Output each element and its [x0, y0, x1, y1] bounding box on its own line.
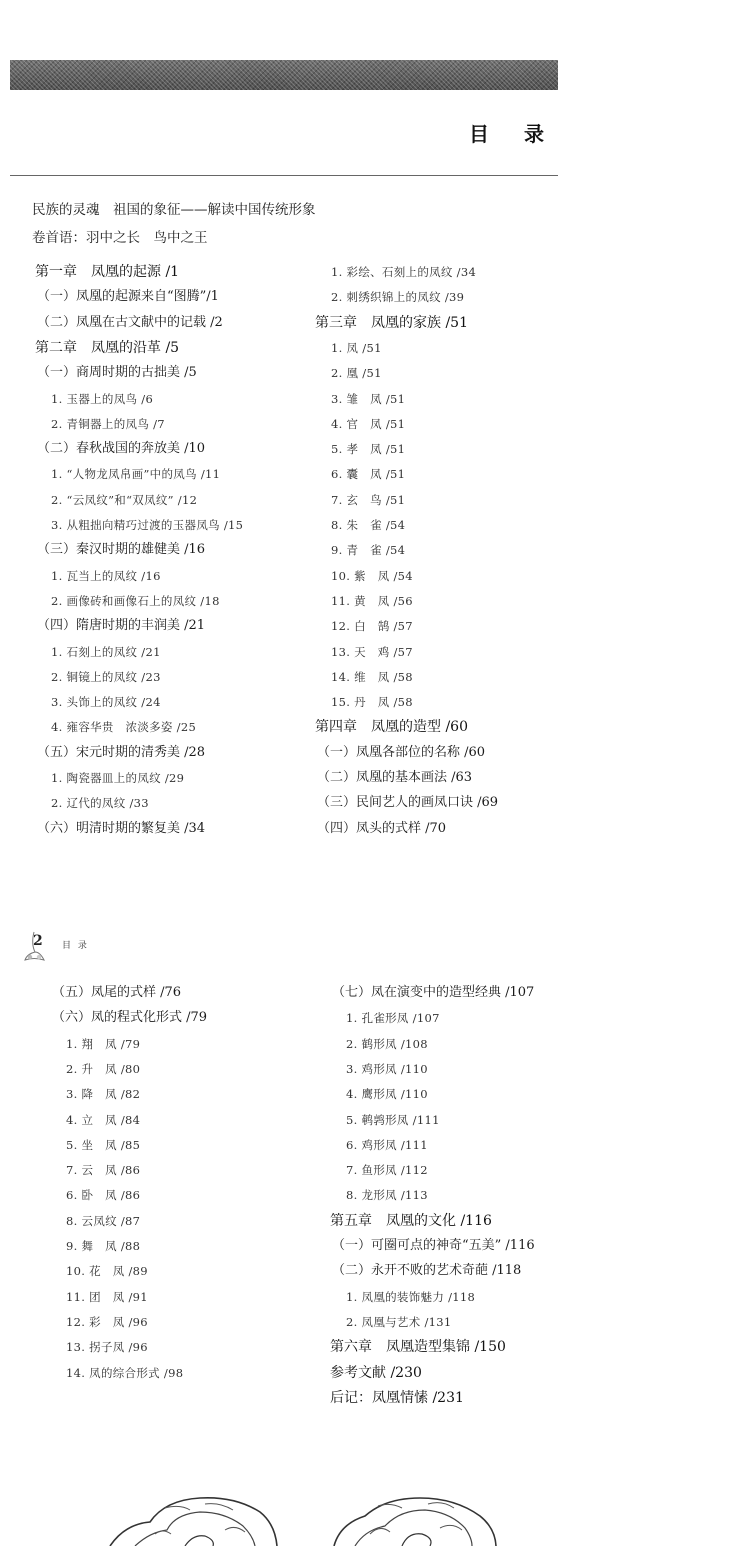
toc-chapter: 第四章 凤凰的造型 /60	[315, 719, 468, 736]
toc-section: （二）凤凰的基本画法 /63	[317, 770, 473, 785]
toc-item: 4. 雍容华贵 浓淡多姿 /25	[51, 720, 197, 735]
toc-item: 9. 舞 凤 /88	[66, 1239, 141, 1253]
toc-item: 3. 鸡形凤 /110	[346, 1061, 428, 1076]
toc-item: 2. 升 凤 /80	[66, 1061, 141, 1076]
toc-item: 5. 鹌鹑形凤 /111	[346, 1112, 440, 1127]
toc-item: 1. 翔 凤 /79	[66, 1036, 141, 1051]
toc-item: 2. 刺绣织锦上的凤纹 /39	[331, 290, 465, 305]
intro-line-2: 卷首语：羽中之长 鸟中之王	[32, 230, 208, 246]
toc-item: 15. 丹 凤 /58	[331, 695, 413, 710]
phoenix-ornament-left	[105, 1494, 280, 1546]
toc-section: （四）隋唐时期的丰润美 /21	[37, 618, 206, 634]
toc-chapter: 第二章 凤凰的沿革 /5	[35, 339, 180, 356]
toc-item: 6. 囊 凤 /51	[331, 467, 406, 482]
toc-item: 1. 陶瓷器皿上的凤纹 /29	[51, 771, 185, 785]
toc-chapter: 第六章 凤凰造型集锦 /150	[330, 1339, 506, 1356]
toc-item: 13. 拐子凤 /96	[66, 1340, 148, 1355]
toc-item: 1. 石刻上的凤纹 /21	[51, 644, 161, 659]
toc-item: 2. 青铜器上的凤鸟 /7	[51, 416, 165, 431]
toc-section: （七）凤在演变中的造型经典 /107	[332, 985, 535, 1000]
toc-item: 3. 头饰上的凤纹 /24	[51, 695, 161, 710]
toc-item: 5. 孝 凤 /51	[331, 442, 406, 457]
header-band	[10, 60, 558, 90]
toc-section: （六）明清时期的繁复美 /34	[37, 820, 206, 836]
toc-section: （三）民间艺人的画凤口诀 /69	[317, 795, 499, 811]
toc-item: 13. 天 鸡 /57	[331, 644, 413, 659]
toc-item: 2. 铜镜上的凤纹 /23	[51, 669, 161, 684]
toc-item: 8. 龙形凤 /113	[346, 1188, 428, 1203]
toc-item: 1. “人物龙凤帛画”中的凤鸟 /11	[51, 467, 221, 482]
toc-item: 14. 维 凤 /58	[331, 669, 413, 684]
toc-item: 12. 彩 凤 /96	[66, 1314, 148, 1329]
toc-item: 2. 画像砖和画像石上的凤纹 /18	[51, 593, 220, 608]
toc-chapter: 第五章 凤凰的文化 /116	[330, 1212, 492, 1229]
toc-section: （五）凤尾的式样 /76	[52, 985, 182, 1000]
toc-item: 2. 鹤形凤 /108	[346, 1036, 428, 1051]
toc-item: 4. 立 凤 /84	[66, 1112, 141, 1127]
toc-item: 2. 凰 /51	[331, 366, 382, 381]
toc-item: 1. 瓦当上的凤纹 /16	[51, 568, 161, 583]
toc-item: 10. 花 凤 /89	[66, 1264, 148, 1279]
intro-line-1: 民族的灵魂 祖国的象征——解读中国传统形象	[32, 202, 316, 218]
toc-section: （一）可圈可点的神奇“五美” /116	[332, 1238, 535, 1253]
toc-item: 11. 团 凤 /91	[66, 1289, 148, 1304]
toc-item: 10. 紫 凤 /54	[331, 568, 413, 583]
page-number: 2	[33, 933, 43, 949]
toc-item: 1. 凤 /51	[331, 340, 382, 355]
toc-item: 2. “云凤纹”和“双凤纹” /12	[51, 492, 198, 507]
toc-item: 3. 雏 凤 /51	[331, 391, 406, 406]
header-rule	[10, 175, 558, 176]
toc-item: 4. 官 凤 /51	[331, 416, 406, 431]
toc-item: 1. 凤凰的装饰魅力 /118	[346, 1289, 476, 1304]
toc-item: 7. 云 凤 /86	[66, 1163, 141, 1178]
toc-chapter: 后记：凤凰情愫 /231	[330, 1389, 464, 1406]
toc-section: （四）凤头的式样 /70	[317, 820, 447, 836]
toc-item: 1. 玉器上的凤鸟 /6	[51, 391, 154, 406]
toc-item: 8. 朱 雀 /54	[331, 518, 406, 532]
toc-item: 1. 彩绘、石刻上的凤纹 /34	[331, 265, 477, 279]
toc-item: 2. 辽代的凤纹 /33	[51, 796, 149, 811]
toc-section: （三）秦汉时期的雄健美 /16	[37, 542, 206, 558]
toc-item: 5. 坐 凤 /85	[66, 1137, 141, 1152]
toc-item: 7. 玄 鸟 /51	[331, 492, 406, 507]
toc-chapter: 参考文献 /230	[330, 1364, 422, 1381]
phoenix-ornament-right	[330, 1494, 500, 1546]
toc-item: 1. 孔雀形凤 /107	[346, 1011, 440, 1026]
toc-section: （二）凤凰在古文献中的记载 /2	[37, 314, 223, 330]
toc-chapter: 第三章 凤凰的家族 /51	[315, 314, 468, 331]
toc-section: （一）凤凰的起源来自“图腾”/1	[37, 289, 219, 305]
page-title: 目 录	[469, 122, 558, 146]
toc-section: （一）商周时期的古拙美 /5	[37, 365, 197, 381]
toc-item: 3. 降 凤 /82	[66, 1087, 141, 1102]
toc-item: 3. 从粗拙向精巧过渡的玉器凤鸟 /15	[51, 518, 244, 532]
toc-item: 7. 鱼形凤 /112	[346, 1163, 428, 1178]
toc-item: 2. 凤凰与艺术 /131	[346, 1314, 452, 1329]
toc-item: 9. 青 雀 /54	[331, 543, 406, 558]
toc-item: 8. 云凤纹 /87	[66, 1213, 141, 1228]
toc-item: 6. 鸡形凤 /111	[346, 1137, 428, 1152]
running-header-label: 目 录	[62, 941, 89, 951]
toc-section: （二）春秋战国的奔放美 /10	[37, 441, 206, 457]
toc-item: 12. 白 鹄 /57	[331, 619, 413, 634]
toc-item: 14. 凤的综合形式 /98	[66, 1365, 184, 1380]
toc-item: 6. 卧 凤 /86	[66, 1188, 141, 1203]
toc-section: （五）宋元时期的清秀美 /28	[37, 744, 206, 760]
toc-item: 11. 黄 凤 /56	[331, 593, 413, 608]
toc-section: （六）凤的程式化形式 /79	[52, 1010, 208, 1026]
toc-item: 4. 鹰形凤 /110	[346, 1087, 428, 1102]
toc-chapter: 第一章 凤凰的起源 /1	[35, 264, 180, 280]
toc-section: （二）永开不败的艺术奇葩 /118	[332, 1263, 522, 1279]
toc-section: （一）凤凰各部位的名称 /60	[317, 744, 486, 760]
